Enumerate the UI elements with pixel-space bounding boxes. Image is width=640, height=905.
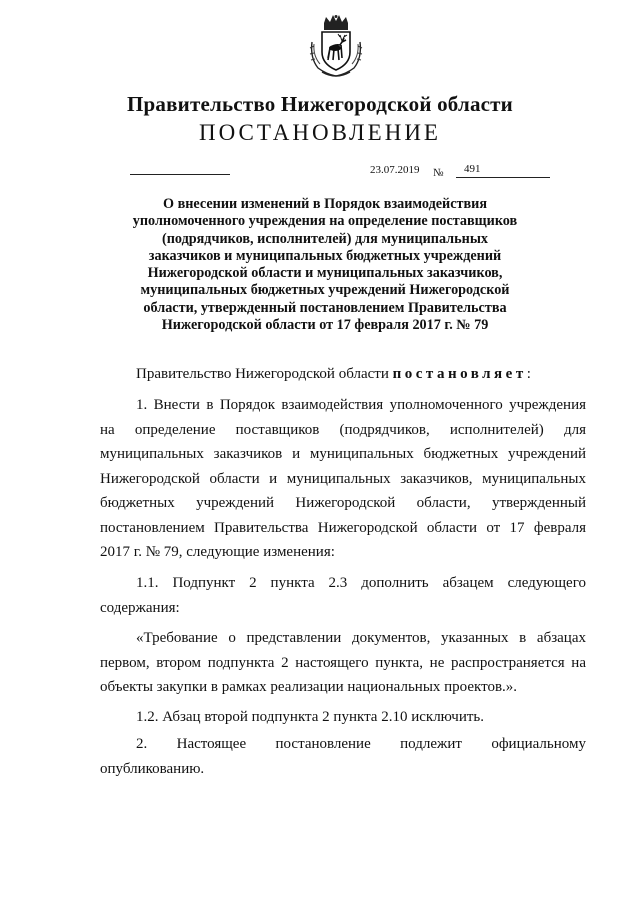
item-1-1: 1.1. Подпункт 2 пункта 2.3 дополнить абзацем следующего содержания: xyxy=(100,575,586,616)
document-type: ПОСТАНОВЛЕНИЕ xyxy=(199,120,441,145)
subject-line: (подрядчиков, исполнителей) для муниципальных xyxy=(161,230,488,247)
item-1-line: Нижегородской области и муниципальных заказчиков, муниципальных xyxy=(100,470,586,487)
subject-line: О внесении изменений в Порядок взаимодействия xyxy=(162,196,488,212)
quote-paragraph: «Требование о представлении документов, указанных в абзацах первом, втором подпункта 2 настоящего пункта, не распространяется на объекты закупки в рамках реализации национальных проектов.». xyxy=(100,630,586,695)
item-1-line: муниципальных заказчиков и муниципальных бюджетных учреждений xyxy=(100,446,586,462)
item-1-line: 1. Внести в Порядок взаимодействия уполномоченного учреждения xyxy=(136,397,586,413)
left-blank-line xyxy=(130,174,230,175)
item-1-2: 1.2. Абзац второй подпункта 2 пункта 2.10 исключить. xyxy=(136,709,485,725)
number-sign: № xyxy=(433,167,444,179)
subject-line: Нижегородской области и муниципальных заказчиков, xyxy=(147,265,503,282)
subject-line: Нижегородской области от 17 февраля 2017 г. № 79 xyxy=(161,317,489,334)
item-1 xyxy=(100,393,586,565)
item-1-line: на определение поставщиков (подрядчиков, исполнителей) для xyxy=(100,421,586,438)
item-1-line: бюджетных учреждений Нижегородской области, утвержденный xyxy=(100,495,586,511)
subject-line: заказчиков и муниципальных бюджетных учреждений xyxy=(148,247,502,264)
document-subject xyxy=(120,196,530,334)
item-1-line: 2017 г. № 79, следующие изменения: xyxy=(100,544,335,560)
item-1-line: постановлением Правительства Нижегородской области от 17 февраля xyxy=(100,519,586,536)
subject-line: области, утвержденный постановлением Правительства xyxy=(143,299,507,316)
intro-spaced-verb: постановляет xyxy=(392,366,527,382)
subject-line: муниципальных бюджетных учреждений Нижегородской xyxy=(140,282,510,299)
nizhny-novgorod-coat-of-arms-icon xyxy=(304,14,368,80)
document-number-field xyxy=(456,163,550,178)
document-number: 491 xyxy=(464,163,481,175)
item-2: 2. Настоящее постановление подлежит официальному опубликованию. xyxy=(100,736,586,777)
document-date: 23.07.2019 xyxy=(370,164,420,176)
intro-paragraph: Правительство Нижегородской области постановляет: xyxy=(136,366,531,382)
subject-line: уполномоченного учреждения на определение поставщиков xyxy=(132,213,518,230)
government-title: Правительство Нижегородской области xyxy=(127,92,513,116)
